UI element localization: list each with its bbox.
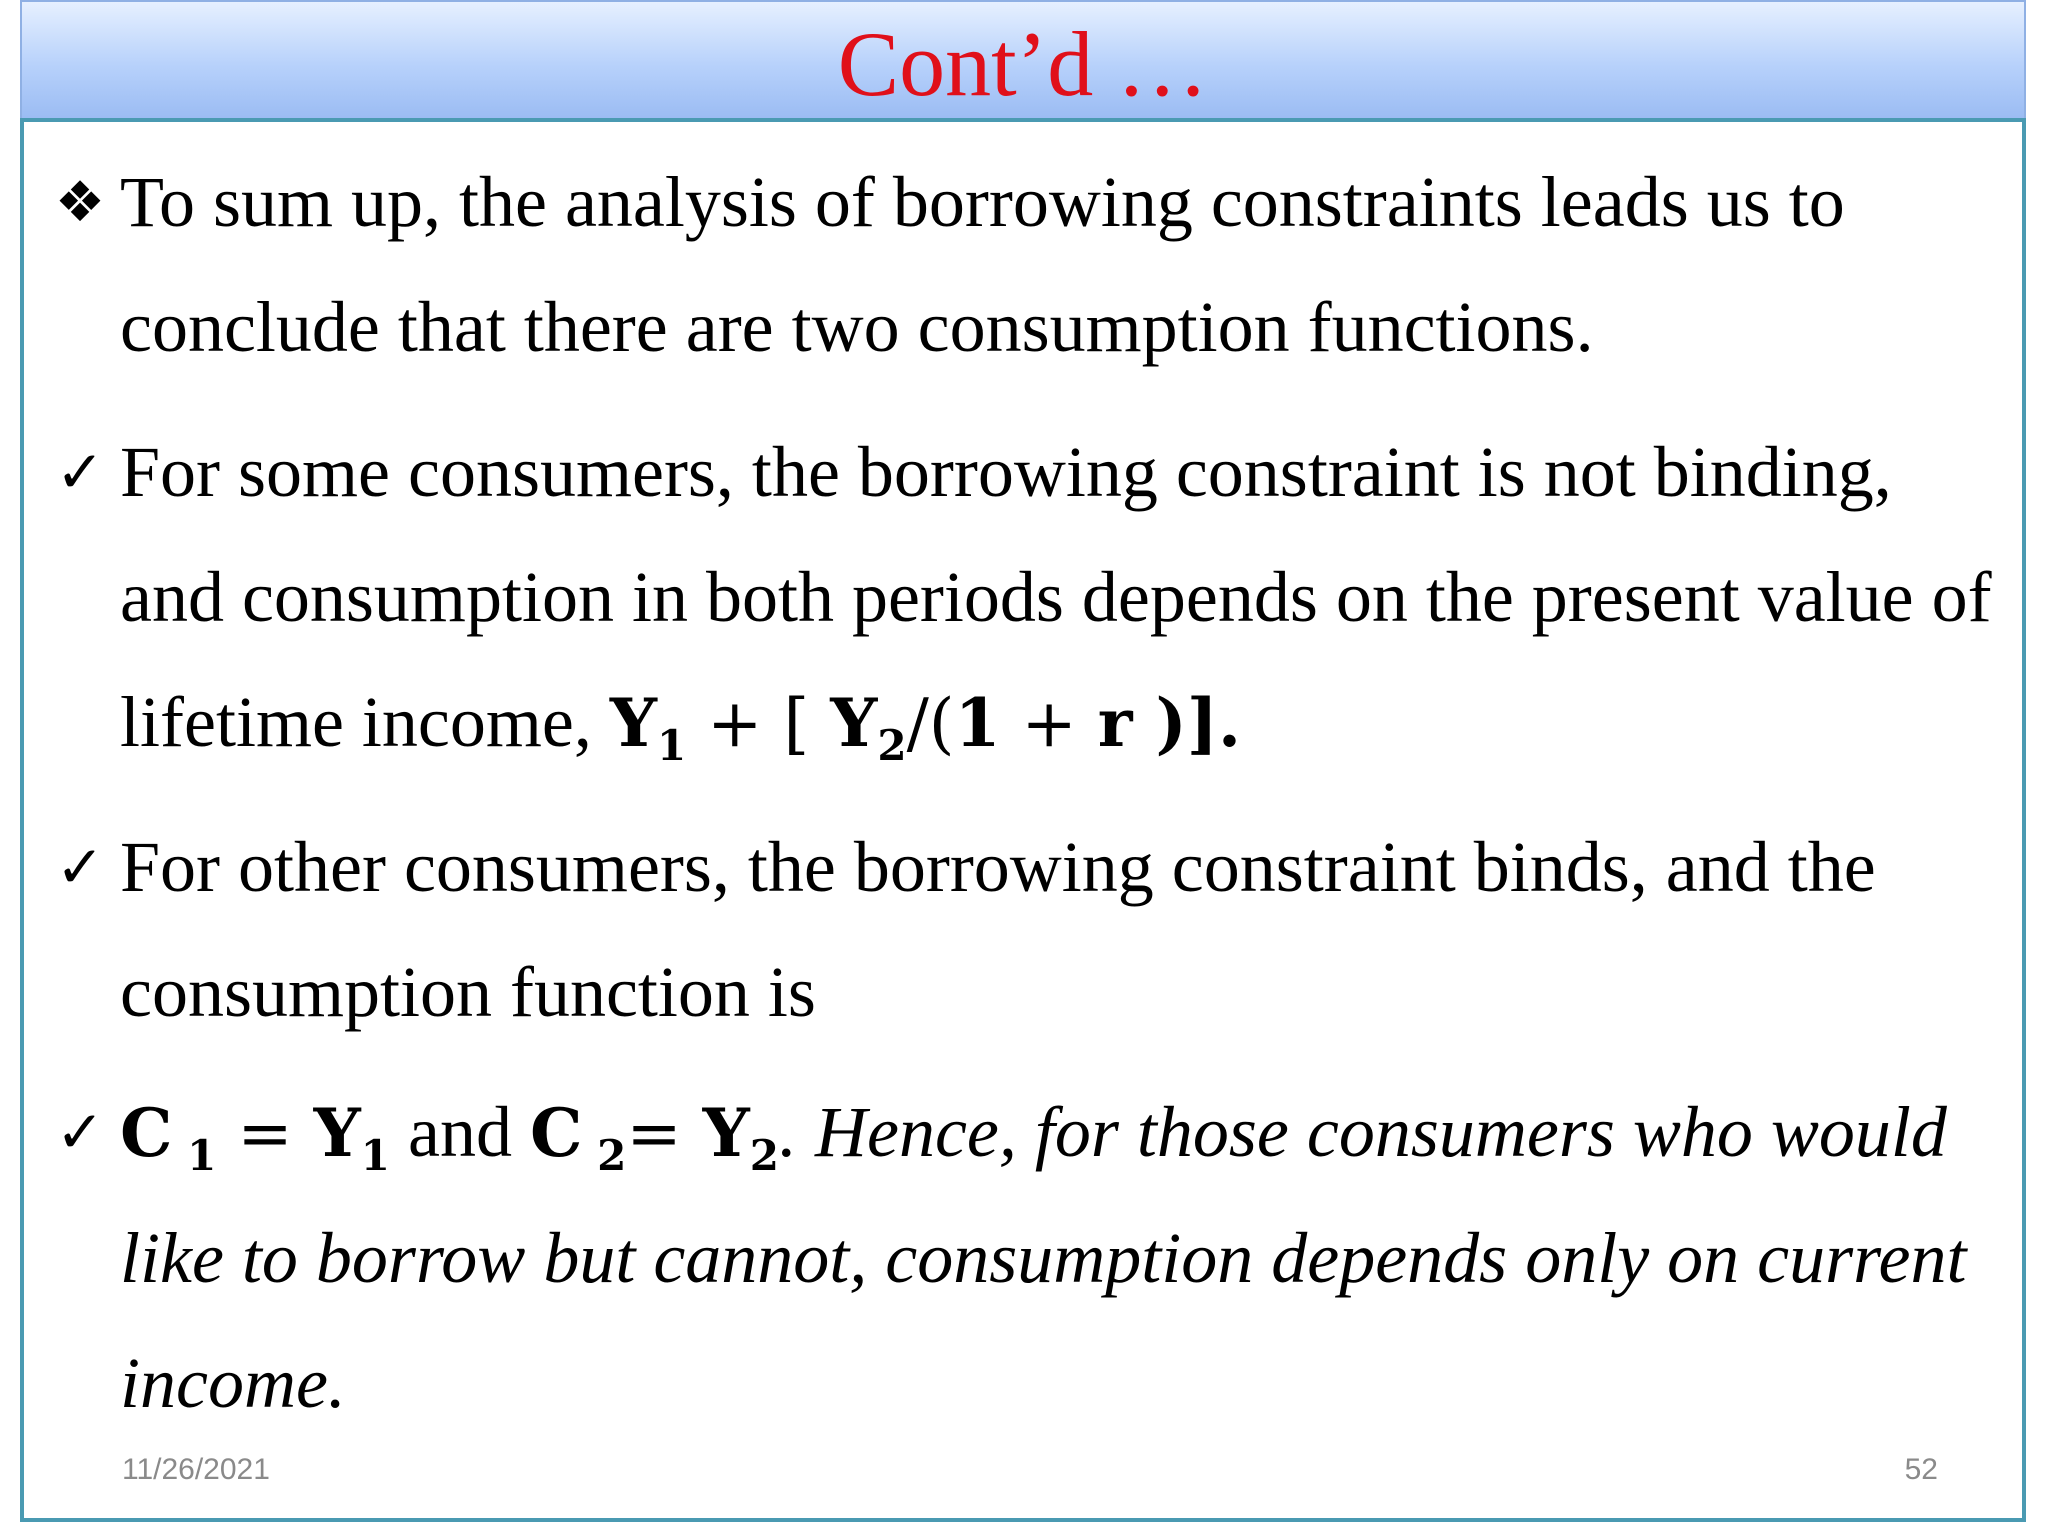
title-bar [20,0,2026,120]
checkmark-icon: ✓ [55,1098,105,1166]
checkmark-icon: ✓ [55,833,105,901]
bullet-binding [55,805,2010,1055]
lifetime-income-formula: $Y_1$ + [ $Y_2/(1 + r$ )]. [609,684,1241,770]
bullet-intro [54,140,2010,390]
footer-date: 11/26/2021 [122,1453,270,1486]
conclusion-italic-text: . Hence, for those consumers who would like to borrow but cannot, consumption depends only on current income. [120,1092,1967,1423]
bullet-binding-text: For other consumers, the borrowing constraint binds, and the consumption function is [120,827,1876,1032]
bullet-intro-text: To sum up, the analysis of borrowing constraints leads us to conclude that there are two consumption functions. [120,162,1845,367]
four-diamond-bullet-icon: ❖ [54,170,106,235]
bullet-nonbinding [55,410,2010,786]
slide-title: Cont’d … [837,13,1209,115]
page-number: 52 [1904,1453,1938,1486]
checkmark-icon: ✓ [55,438,105,506]
c2-equation: C $_2= Y_2$ [529,1094,780,1180]
bullet-nonbinding-text: For some consumers, the borrowing constraint is not binding, and consumption in both periods depends on the present value of lifetime income, [120,432,1992,762]
bullet-consumption-function [55,1070,2010,1446]
connector-text: and [408,1092,512,1172]
c1-equation: C $_1 = Y_1$ [120,1094,391,1180]
